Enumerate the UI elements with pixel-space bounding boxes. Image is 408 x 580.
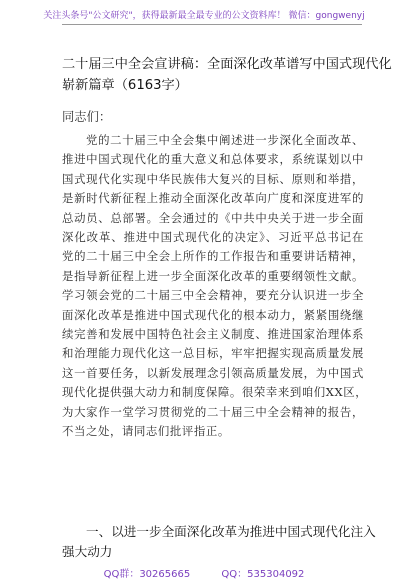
document-title <box>62 54 392 96</box>
paragraph-line: 党的二十届三中全会上所作的工作报告和重要讲话精神， <box>62 249 364 264</box>
paragraph-line: 和治理能力现代化这一总目标，牢牢把握实现高质量发展 <box>62 346 364 361</box>
heading-line: 一、以进一步全面深化改革为推进中国式现代化注入 <box>86 524 376 539</box>
paragraph-line: 总动员、总部署。全会通过的《中共中央关于进一步全面 <box>62 210 364 225</box>
paragraph-line: 这一首要任务，以新发展理念引领高质量发展，为中国式 <box>62 365 364 380</box>
paragraph-line: 现代化提供强大动力和制度保障。很荣幸来到咱们XX区， <box>62 385 368 400</box>
paragraph-line: 为大家作一堂学习贯彻党的二十届三中全会精神的报告， <box>62 404 364 419</box>
qq-group-number: QQ群：30265665 <box>103 569 191 580</box>
salutation: 同志们： <box>62 110 112 124</box>
paragraph-line: 是新时代新征程上推动全面深化改革向广度和深度进军的 <box>62 191 364 206</box>
paragraph-line: 学习领会党的二十届三中全会精神，要充分认识进一步全 <box>62 288 364 303</box>
paragraph-line: 国式现代化实现中华民族伟大复兴的目标、原则和举措， <box>62 171 364 186</box>
paragraph-line: 推进中国式现代化的重大意义和总体要求，系统谋划以中 <box>62 152 364 167</box>
paragraph-line: 党的二十届三中全会集中阐述进一步深化全面改革、 <box>86 133 364 147</box>
paragraph-line: 深化改革、推进中国式现代化的决定》、习近平总书记在 <box>62 230 364 245</box>
qq-number: QQ：535304092 <box>221 569 305 580</box>
header-promo-note: 关注头条号"公文研究"，获得最新最全最专业的公文资料库！ 微信：gongwenyj <box>43 11 365 21</box>
footer-contacts <box>0 565 408 580</box>
paragraph-line: 续完善和发展中国特色社会主义制度、推进国家治理体系 <box>62 327 364 342</box>
paragraph-line: 面深化改革是推进中国式现代化的根本动力，紧紧围绕继 <box>62 307 364 322</box>
heading-line: 强大动力 <box>62 544 113 559</box>
paragraph-line: 不当之处，请同志们批评指正。 <box>62 424 230 439</box>
title-line: 崭新篇章（6163字） <box>62 78 188 93</box>
title-line: 二十届三中全会宣讲稿：全面深化改革谱写中国式现代化 <box>62 57 392 72</box>
paragraph-line: 是指导新征程上进一步全面深化改革的重要纲领性文献。 <box>62 268 364 283</box>
section-heading <box>62 522 376 562</box>
body-paragraph <box>62 131 368 442</box>
header-divider <box>62 24 362 25</box>
